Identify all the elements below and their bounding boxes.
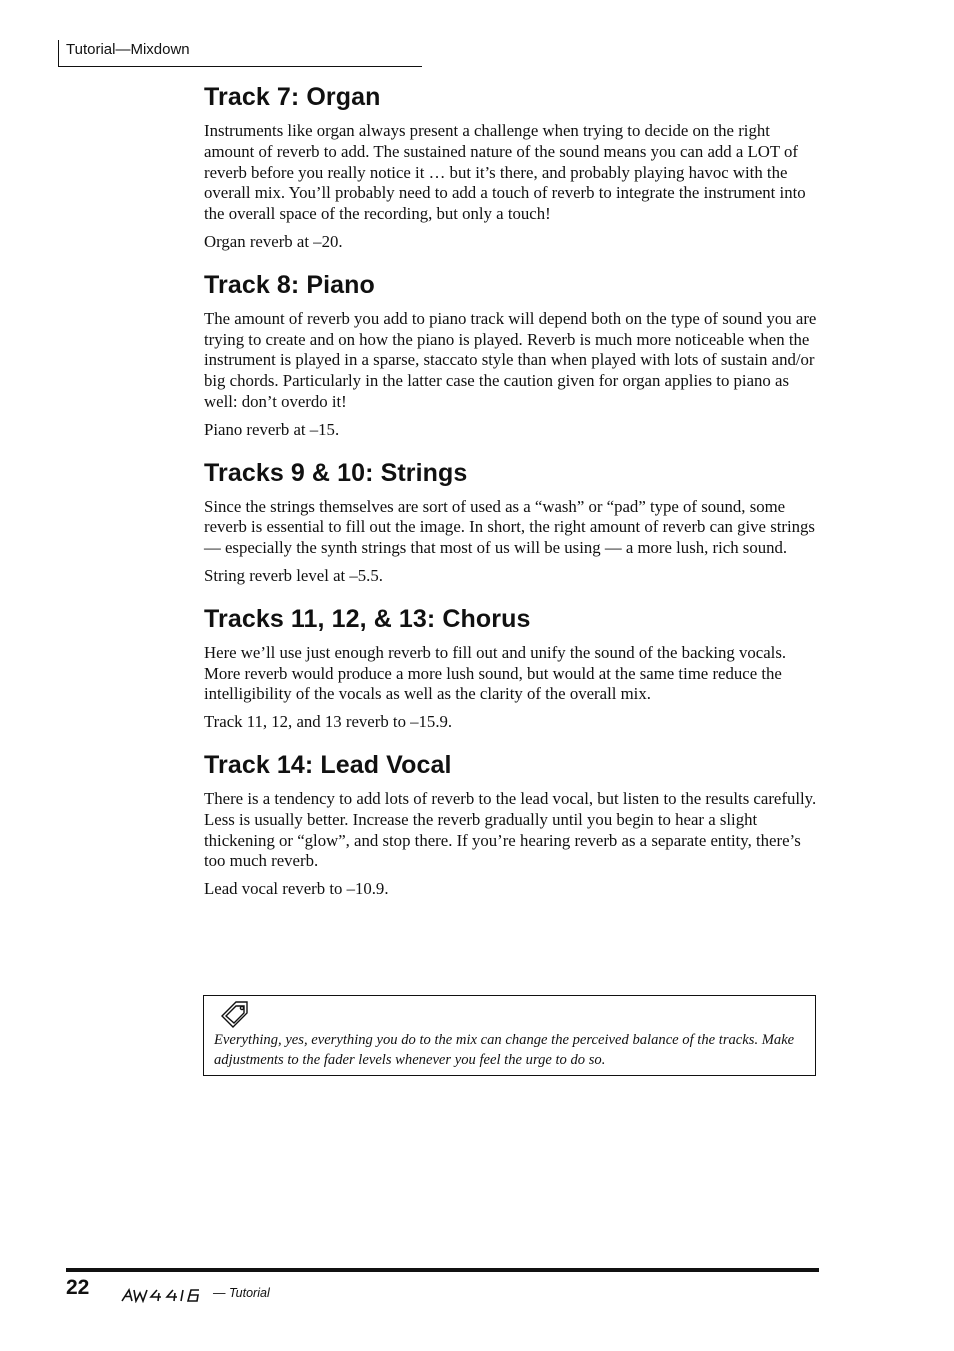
- section-tracks-11-13: [204, 604, 818, 733]
- section-title: Track 14: Lead Vocal: [204, 750, 452, 779]
- section-setting: Lead vocal reverb to –10.9.: [204, 879, 389, 899]
- section-setting: Organ reverb at –20.: [204, 231, 343, 251]
- tip-icon: [219, 1001, 251, 1029]
- section-title: Tracks 11, 12, & 13: Chorus: [204, 604, 531, 633]
- tip-text: Everything, yes, everything you do to the mix can change the perceived balance of the tracks. Make adjustments to the fader levels whenever you feel the urge to do so.: [214, 1032, 795, 1068]
- section-track-7: [204, 82, 818, 253]
- header-divider-horizontal: [58, 66, 422, 67]
- aw4416-logo: [121, 1287, 211, 1303]
- section-setting: Piano reverb at –15.: [204, 419, 340, 439]
- running-header: Tutorial—Mixdown: [66, 41, 190, 58]
- section-track-14: [204, 750, 818, 900]
- section-title: Track 7: Organ: [204, 83, 381, 111]
- tip-note-box: [203, 995, 816, 1076]
- section-body: The amount of reverb you add to piano track will depend both on the type of sound you are trying to create and on how the piano is played. Reverb is much more noticeable when the instrument is played in a sparse, staccato style than when played with lots of sustain and/or big chords. Particularly in the latter case the caution given for organ applies to piano as well: don’t overdo it!: [204, 308, 817, 411]
- section-setting: String reverb level at –5.5.: [204, 565, 383, 585]
- section-title: Tracks 9 & 10: Strings: [204, 458, 468, 487]
- section-title: Track 8: Piano: [204, 270, 375, 299]
- footer-subtitle: — Tutorial: [213, 1286, 270, 1300]
- logo-text: [166, 1301, 167, 1302]
- page-number: 22: [66, 1276, 90, 1299]
- section-body: Since the strings themselves are sort of used as a “wash” or “pad” type of sound, some reverb is essential to fill out the image. In short, the right amount of reverb can give strings — especially the synth strings that most of us will be using — a more lush, rich sound.: [204, 496, 815, 558]
- main-content: [204, 82, 818, 917]
- section-body: Here we’ll use just enough reverb to fill out and unify the sound of the backing vocals. More reverb would produce a more lush sound, but would at the same time reduce the intelligibility of the vocals as well as the clarity of the overall mix.: [204, 642, 787, 704]
- section-body: There is a tendency to add lots of reverb to the lead vocal, but listen to the results carefully. Less is usually better. Increase the reverb gradually until you begin to hear a slight thickening or “glow”, and stop there. If you’re hearing reverb as a separate entity, there’s too much reverb.: [204, 788, 817, 871]
- header-divider-vertical: [58, 40, 59, 67]
- section-body: Instruments like organ always present a challenge when trying to decide on the right amount of reverb to add. The sustained nature of the sound means you can add a LOT of reverb before you really notice it … but it’s there, and probably playing havoc with the overall mix. You’ll probably need to add a touch of reverb to integrate the instrument into the overall space of the recording, but only a touch!: [204, 121, 806, 224]
- section-track-8: [204, 270, 818, 441]
- footer-rule: [66, 1268, 819, 1272]
- section-setting: Track 11, 12, and 13 reverb to –15.9.: [204, 712, 453, 732]
- section-tracks-9-10: [204, 458, 818, 587]
